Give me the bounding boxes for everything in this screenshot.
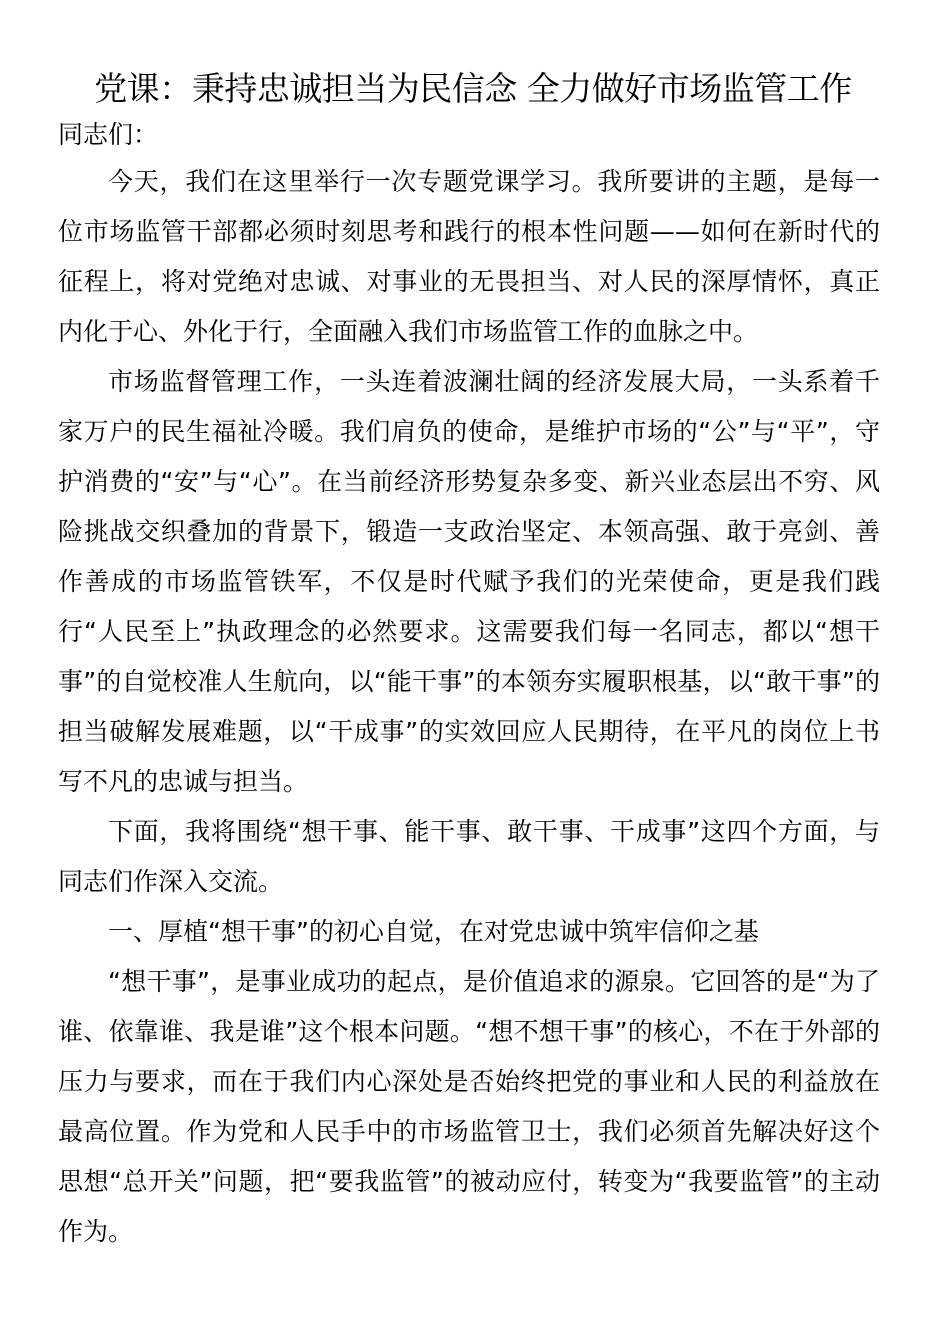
paragraph-intro: 今天，我们在这里举行一次专题党课学习。我所要讲的主题，是每一位市场监管干部都必须时刻思考和践行的根本性问题——如何在新时代的征程上，将对党绝对忠诚、对事业的无畏担当、对人民的深厚情怀，真正内化于心、外化于行，全面融入我们市场监管工作的血脉之中。 — [58, 167, 880, 346]
paragraph-mission: 市场监督管理工作，一头连着波澜壮阔的经济发展大局，一头系着千家万户的民生福祉冷暖。我们肩负的使命，是维护市场的“公”与“平”，守护消费的“安”与“心”。在当前经济形势复杂多变、新兴业态层出不穷、风险挑战交织叠加的背景下，锻造一支政治坚定、本领高强、敢于亮剑、善作善成的市场监管铁军，不仅是时代赋予我们的光荣使命，更是我们践行“人民至上”执政理念的必然要求。这需要我们每一名同志，都以“想干事”的自觉校准人生航向，以“能干事”的本领夯实履职根基，以“敢干事”的担当破解发展难题，以“干成事”的实效回应人民期待，在平凡的岗位上书写不凡的忠诚与担当。 — [58, 367, 880, 796]
greeting: 同志们： — [58, 120, 159, 149]
section-paragraph: “想干事”，是事业成功的起点，是价值追求的源泉。它回答的是“为了谁、依靠谁、我是谁”这个根本问题。“想不想干事”的核心，不在于外部的压力与要求，而在于我们内心深处是否始终把党的事业和人民的利益放在最高位置。作为党和人民手中的市场监管卫士，我们必须首先解决好这个思想“总开关”问题，把“要我监管”的被动应付，转变为“我要监管”的主动作为。 — [58, 967, 880, 1246]
paragraph-outline: 下面，我将围绕“想干事、能干事、敢干事、干成事”这四个方面，与同志们作深入交流。 — [58, 817, 880, 896]
document-title: 党课：秉持忠诚担当为民信念 全力做好市场监管工作 — [94, 69, 852, 108]
section-heading: 一、厚植“想干事”的初心自觉，在对党忠诚中筑牢信仰之基 — [108, 917, 759, 946]
